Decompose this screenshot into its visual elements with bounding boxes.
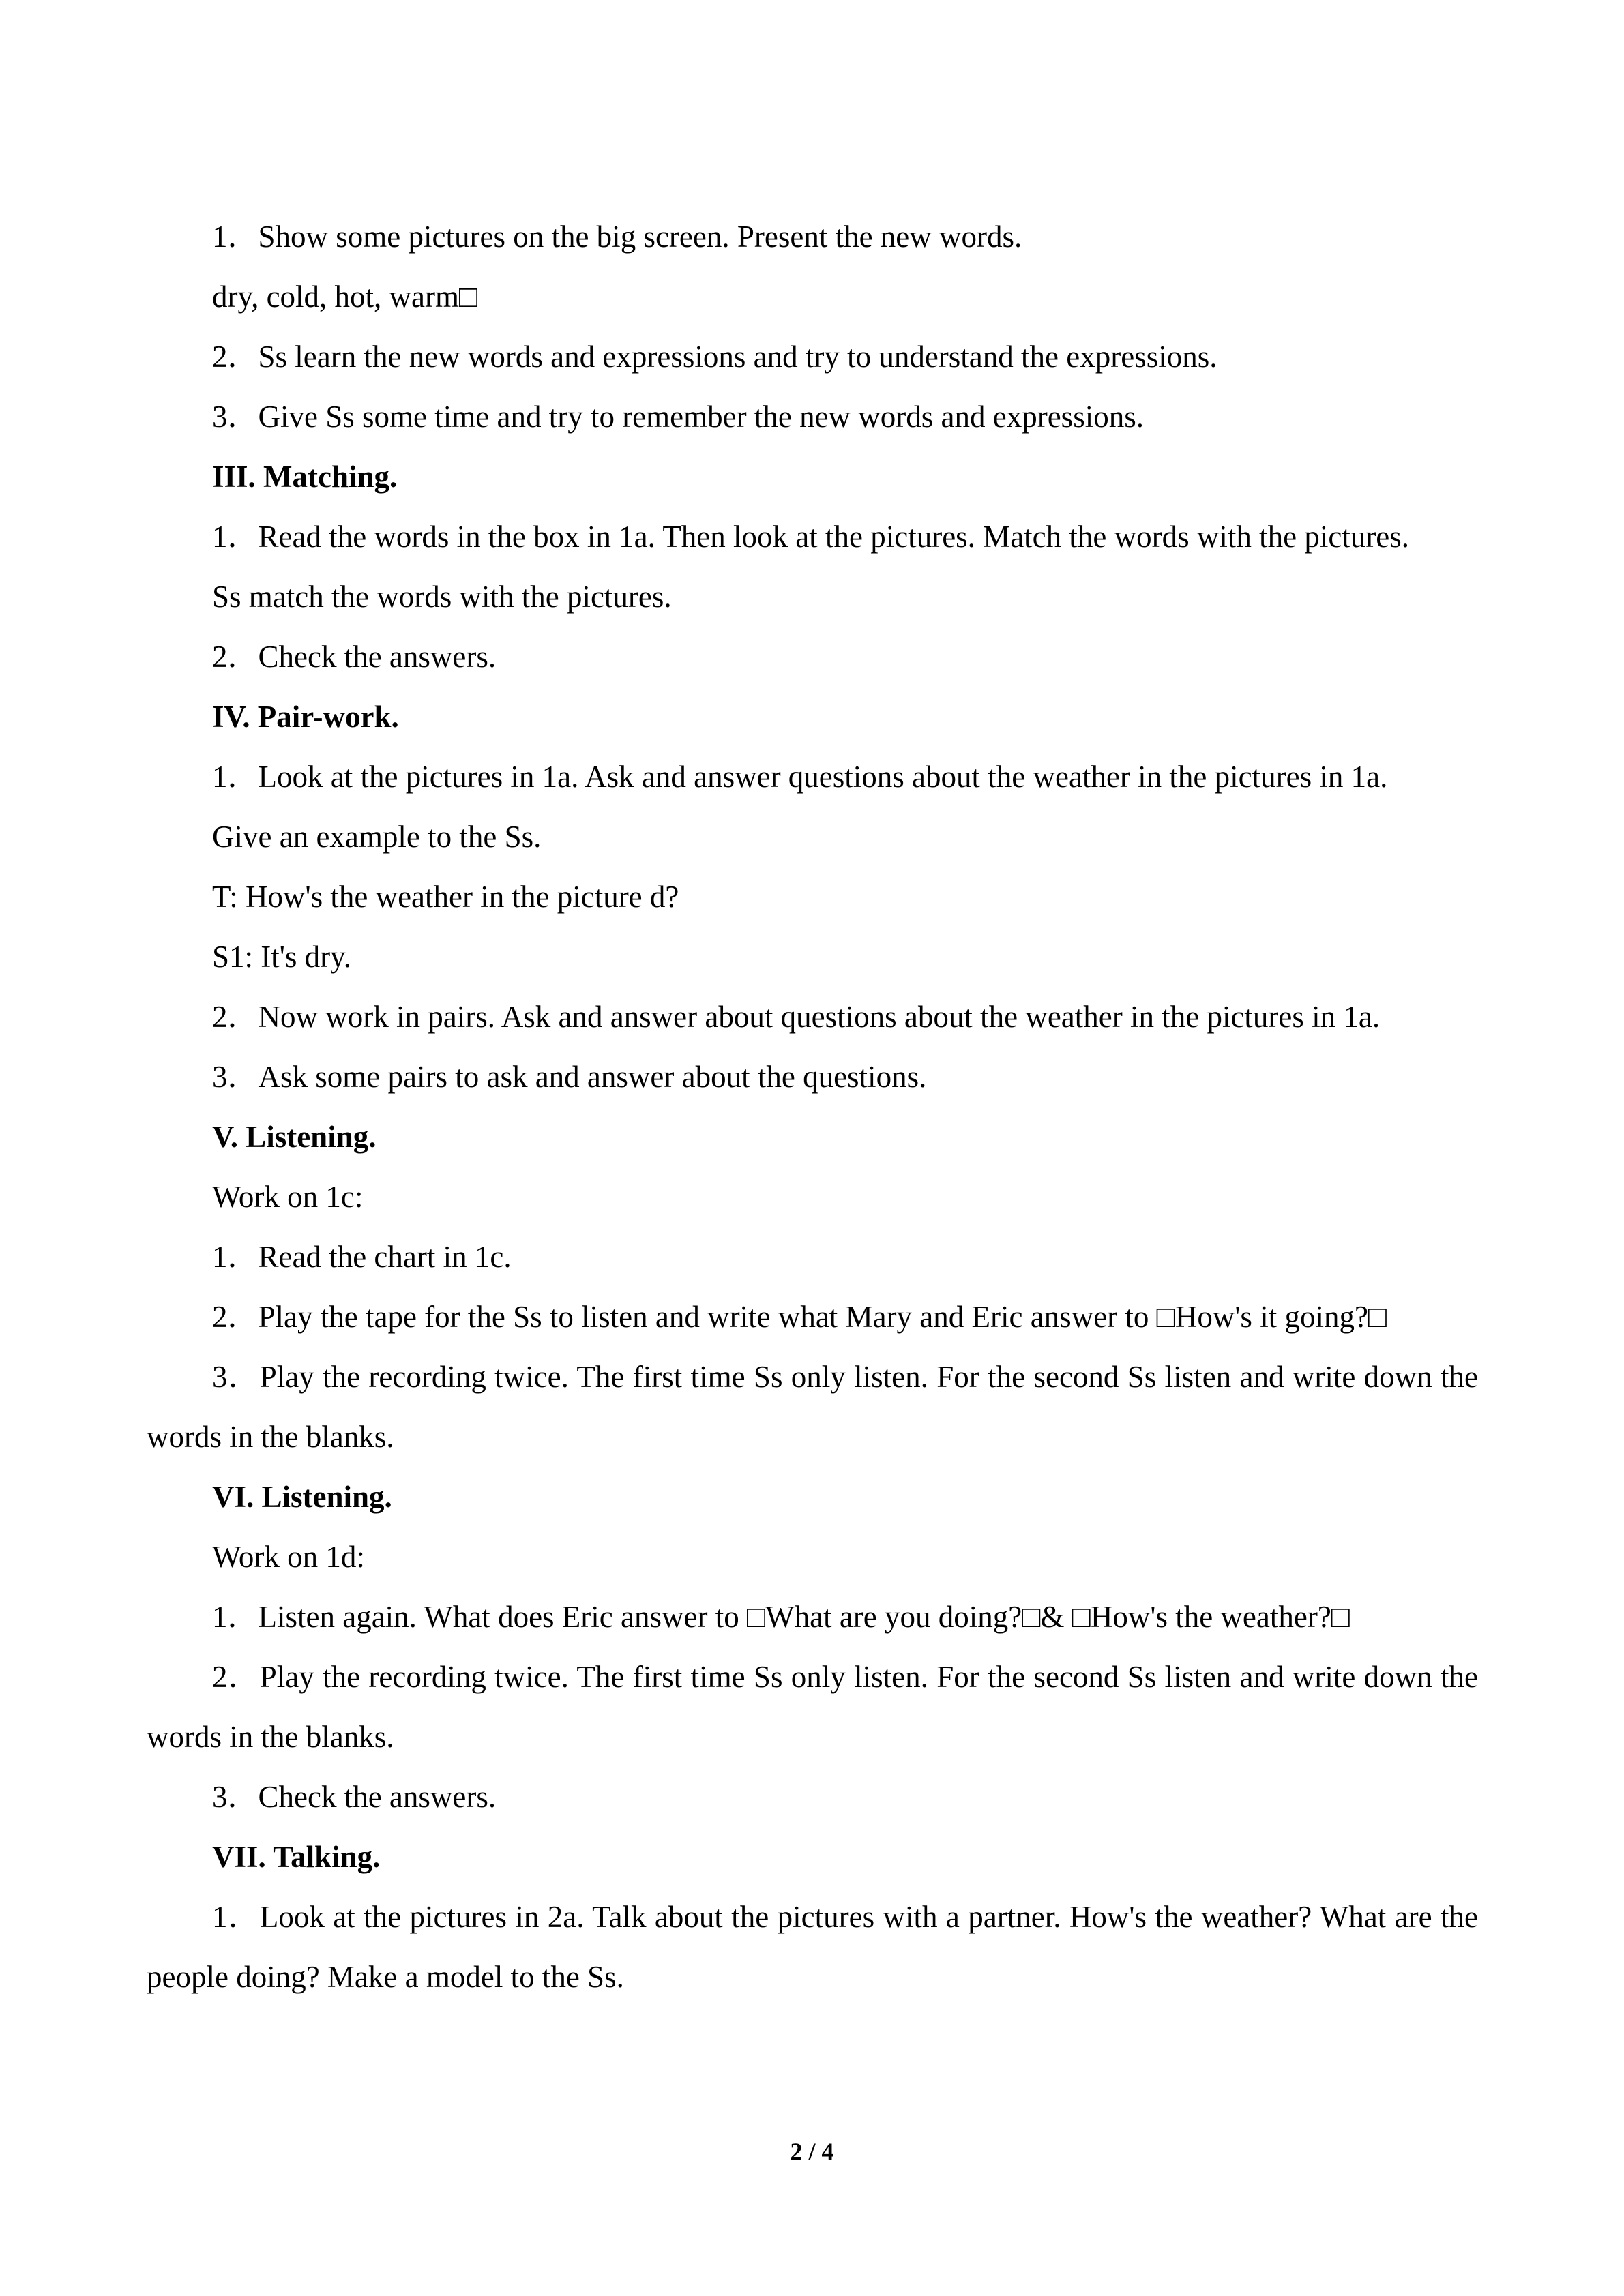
section-heading: VI. Listening. [212,1480,392,1514]
paragraph: Work on 1c: [212,1180,364,1214]
section-heading: VII. Talking. [212,1840,381,1874]
paragraph: 2．Now work in pairs. Ask and answer about questions about the weather in the pictures in 1a. [212,1000,1381,1034]
paragraph: 1．Listen again. What does Eric answer to □What are you doing?□& □How's the weather?□ [212,1600,1350,1634]
paragraph: 3．Play the recording twice. The first time Ss only listen. For the second Ss listen and write down the words in the blanks. [147,1360,1478,1454]
paragraph: 1．Look at the pictures in 1a. Ask and answer questions about the weather in the pictures in 1a. [212,760,1388,794]
paragraph: 1．Read the words in the box in 1a. Then look at the pictures. Match the words with the pictures. [212,520,1410,554]
paragraph: S1: It's dry. [212,940,351,974]
section-heading: V. Listening. [212,1120,377,1154]
paragraph: 3．Ask some pairs to ask and answer about the questions. [212,1060,927,1094]
paragraph: 3．Give Ss some time and try to remember the new words and expressions. [212,400,1144,434]
paragraph: 1．Read the chart in 1c. [212,1240,512,1274]
page-number: 2 / 4 [790,2138,834,2165]
section-heading: IV. Pair-work. [212,700,399,734]
paragraph: Ss match the words with the pictures. [212,580,672,614]
paragraph: T: How's the weather in the picture d? [212,880,679,914]
paragraph: Work on 1d: [212,1540,365,1574]
paragraph: 2．Check the answers. [212,640,497,674]
paragraph: Give an example to the Ss. [212,820,542,854]
paragraph: 2．Ss learn the new words and expressions and try to understand the expressions. [212,340,1217,374]
paragraph: 1．Look at the pictures in 2a. Talk about the pictures with a partner. How's the weather? What are the people doing? Make a model to the Ss. [147,1900,1478,1994]
paragraph: 3．Check the answers. [212,1780,497,1814]
paragraph: 1．Show some pictures on the big screen. Present the new words. [212,220,1022,254]
paragraph: 2．Play the recording twice. The first time Ss only listen. For the second Ss listen and write down the words in the blanks. [147,1660,1478,1754]
paragraph: dry, cold, hot, warm□ [212,280,478,314]
paragraph: 2．Play the tape for the Ss to listen and write what Mary and Eric answer to □How's it going?□ [212,1300,1387,1334]
document-body [147,207,1478,2007]
section-heading: III. Matching. [212,460,398,494]
